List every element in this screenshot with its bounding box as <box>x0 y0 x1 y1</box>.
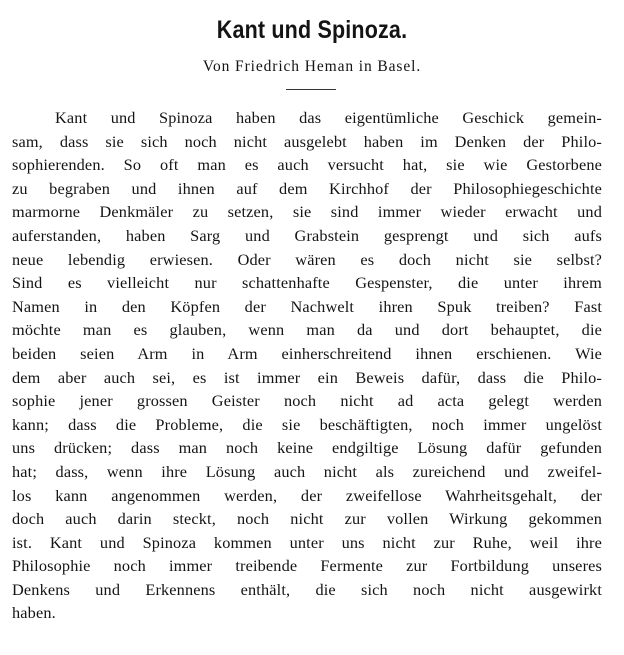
text-line: sophie jener grossen Geister noch nicht ad acta gelegt werden <box>12 391 602 411</box>
text-line: dem aber auch sei, es ist immer ein Beweis dafür, dass die Philo- <box>12 367 602 387</box>
text-line: hat; dass, wenn ihre Lösung auch nicht als zureichend und zweifel- <box>12 461 602 481</box>
text-line: kann; dass die Probleme, die sie beschäftigten, noch immer ungelöst <box>12 414 602 434</box>
text-line: los kann angenommen werden, der zweifellose Wahrheitsgehalt, der <box>12 485 602 505</box>
title-divider <box>286 89 336 90</box>
article-body <box>12 106 602 625</box>
text-line: Denkens und Erkennens enthält, die sich noch nicht ausgewirkt <box>12 579 602 599</box>
text-line: Sind es vielleicht nur schattenhafte Gespenster, die unter ihrem <box>12 273 602 293</box>
text-line: doch auch darin steckt, noch nicht zur vollen Wirkung gekommen <box>12 509 602 529</box>
text-line: zu begraben und ihnen auf dem Kirchhof der Philosophiegeschichte <box>12 178 602 198</box>
text-line: haben. <box>12 603 56 623</box>
text-line: marmorne Denkmäler zu setzen, sie sind immer wieder erwacht und <box>12 202 602 222</box>
text-line: uns drücken; dass man noch keine endgiltige Lösung dafür gefunden <box>12 438 602 458</box>
author-byline: Von Friedrich Heman in Basel. <box>202 58 422 75</box>
text-line: Namen in den Köpfen der Nachwelt ihren Spuk treiben? Fast <box>12 296 602 316</box>
text-line: beiden seien Arm in Arm einherschreitend ihnen erschienen. Wie <box>12 343 602 363</box>
text-line: neue lebendig erwiesen. Oder wären es doch nicht sie selbst? <box>12 249 602 269</box>
text-line: Philosophie noch immer treibende Fermente zur Fortbildung unseres <box>12 556 602 576</box>
text-line: Kant und Spinoza haben das eigentümliche Geschick gemein- <box>55 108 602 127</box>
text-line: sam, dass sie sich noch nicht ausgelebt haben im Denken der Philo- <box>12 131 602 151</box>
text-line: ist. Kant und Spinoza kommen unter uns nicht zur Ruhe, weil ihre <box>12 532 602 552</box>
text-line: sophierenden. So oft man es auch versucht hat, sie wie Gestorbene <box>12 155 602 175</box>
article-title: Kant und Spinoza. <box>216 16 408 44</box>
text-line: möchte man es glauben, wenn man da und dort behauptet, die <box>12 320 602 340</box>
text-line: auferstanden, haben Sarg und Grabstein gesprengt und sich aufs <box>12 225 602 245</box>
